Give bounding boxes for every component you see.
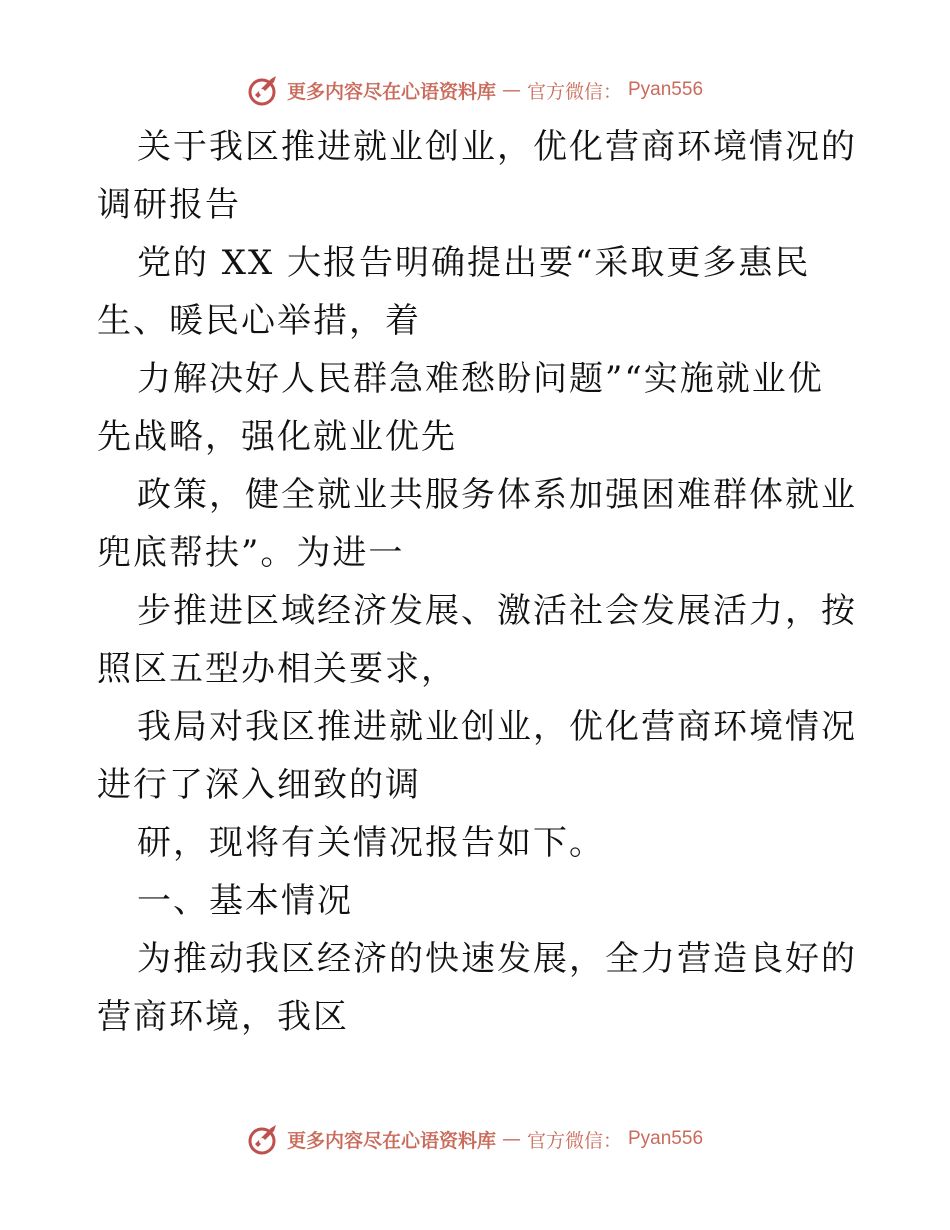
paragraph: 力解决好人民群急难愁盼问题”“实施就业优先战略，强化就业优先 — [97, 359, 824, 457]
footer-banner — [0, 1119, 950, 1159]
paragraph: 我局对我区推进就业创业，优化营商环境情况进行了深入细致的调 — [97, 707, 857, 805]
paragraph: 研，现将有关情况报告如下。 — [137, 823, 605, 863]
header-banner — [0, 70, 950, 110]
pen-logo-icon — [247, 73, 281, 107]
banner-text: 更多内容尽在心语资料库 — [286, 80, 496, 103]
banner-contact-id: Pyan556 — [628, 79, 704, 100]
document-title: 关于我区推进就业创业，优化营商环境情况的调研报告 — [97, 127, 857, 225]
banner-contact-label: 官方微信： — [526, 1129, 622, 1152]
document-body — [97, 118, 857, 1046]
pen-logo-icon — [247, 1122, 281, 1156]
paragraph: 步推进区域经济发展、激活社会发展活力，按照区五型办相关要求， — [97, 591, 857, 689]
banner-separator: — — [501, 79, 521, 101]
banner-text: 更多内容尽在心语资料库 — [286, 1129, 496, 1152]
banner-contact-label: 官方微信： — [526, 80, 622, 103]
banner-separator: — — [501, 1128, 521, 1150]
paragraph: 为推动我区经济的快速发展，全力营造良好的营商环境，我区 — [97, 939, 857, 1037]
paragraph: 政策，健全就业共服务体系加强困难群体就业兜底帮扶”。为进一 — [97, 475, 857, 573]
banner-contact-id: Pyan556 — [628, 1128, 704, 1149]
section-heading: 一、基本情况 — [137, 881, 353, 921]
paragraph: 党的 XX 大报告明确提出要“采取更多惠民生、暖民心举措，着 — [97, 243, 811, 341]
